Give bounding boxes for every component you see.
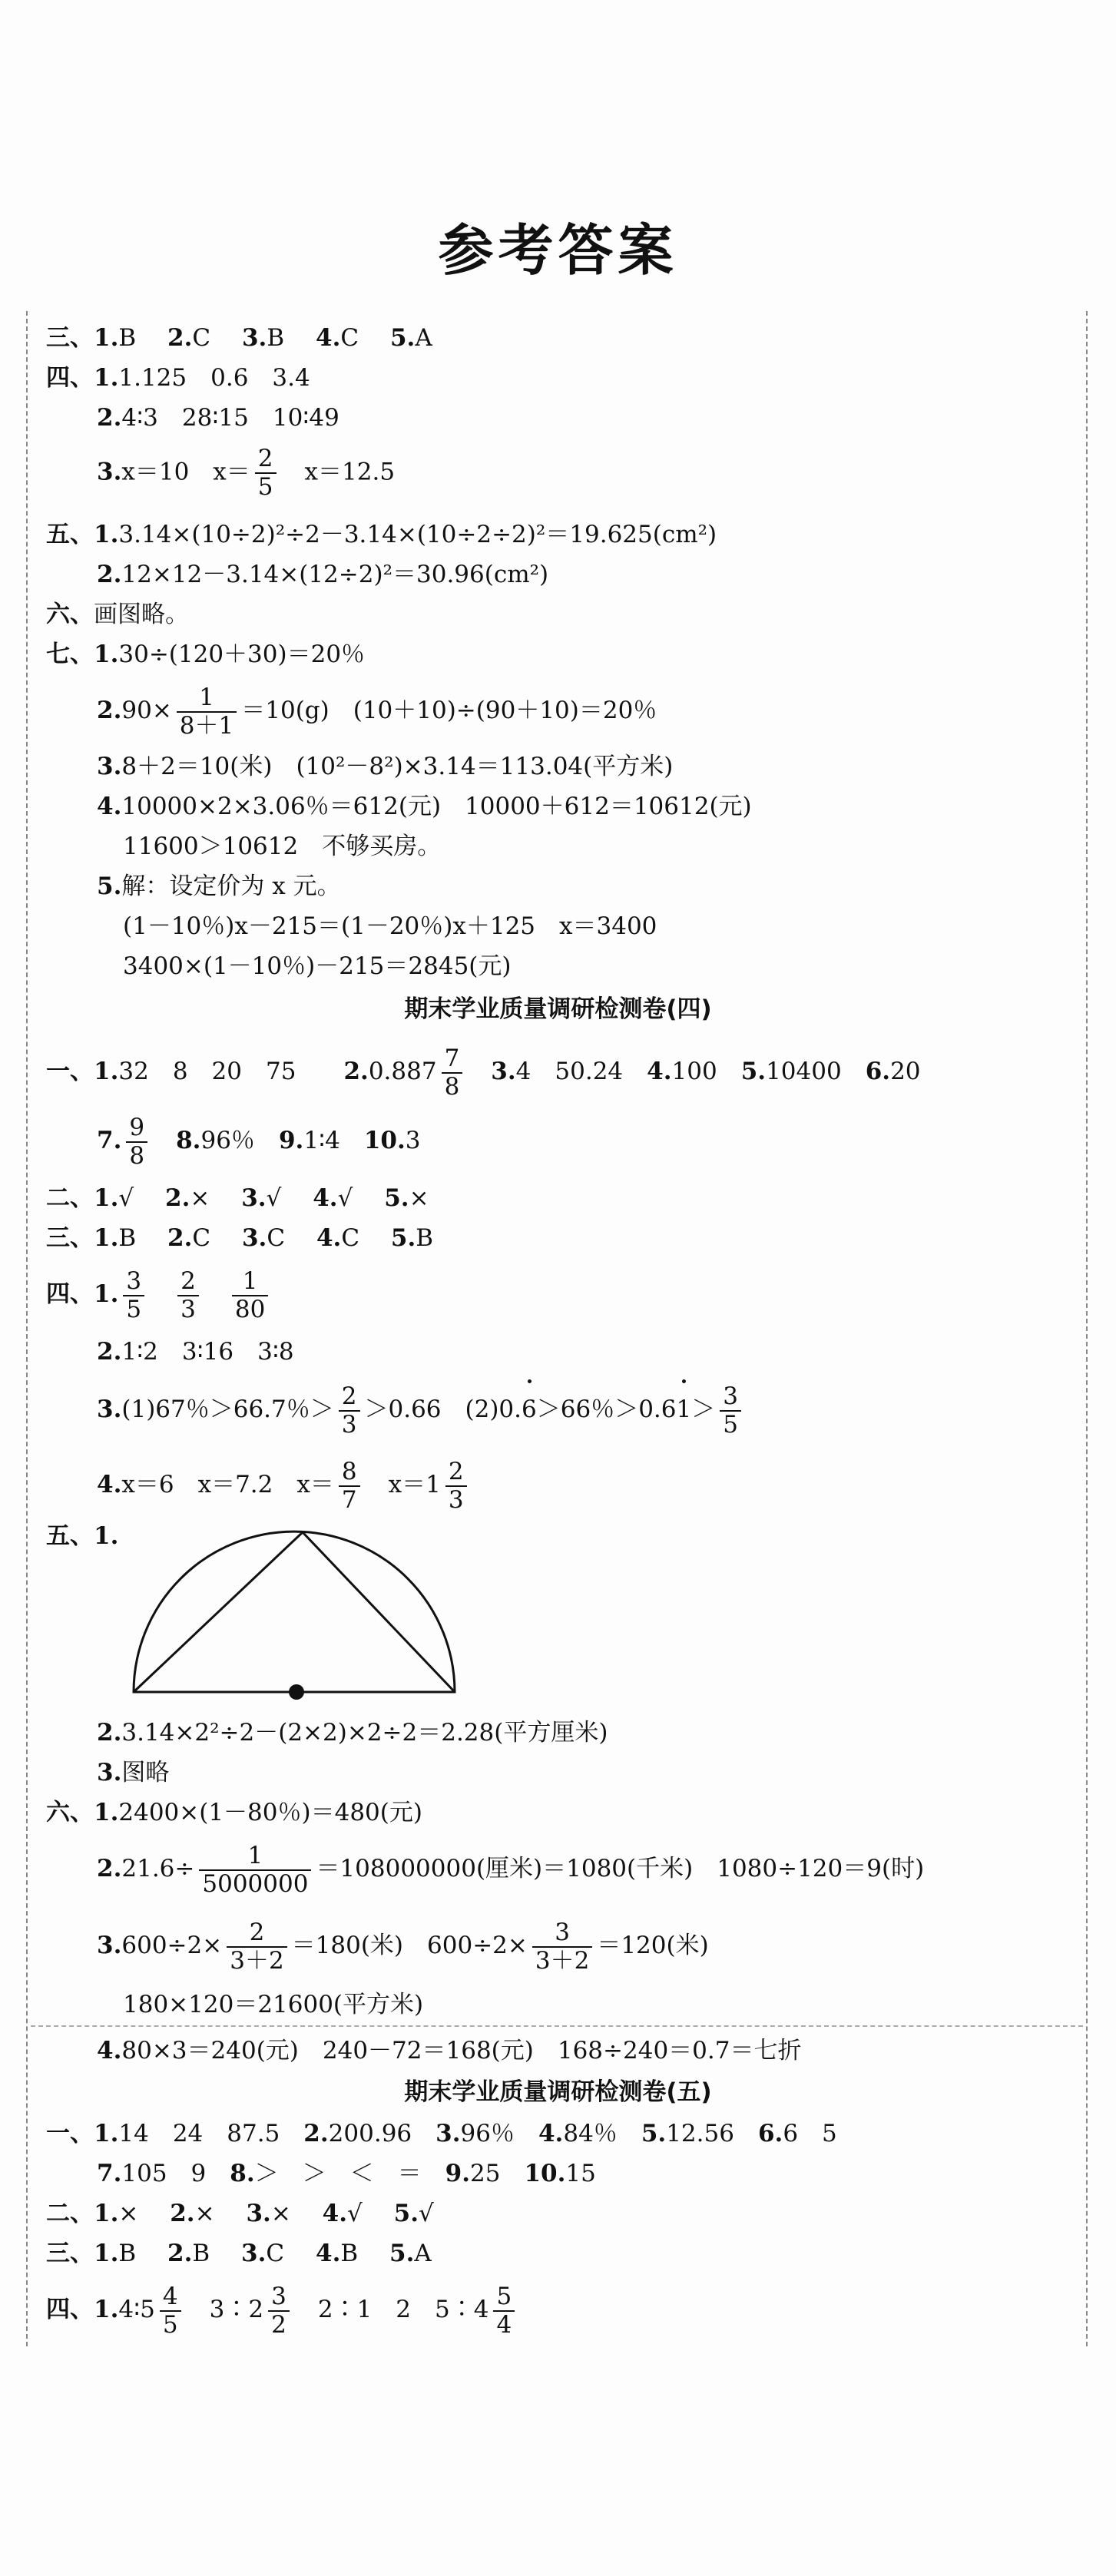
page-title: 参考答案 [438,218,678,283]
fraction: $\frac{2}{3}$ [177,1268,199,1323]
answer-line: 四、1.1.125 0.6 3.4 [46,364,310,392]
answer-line: 4.10000×2×3.06％＝612(元) 10000＋612＝10612(元) [97,793,752,820]
answer-line: 11600＞10612 不够买房。 [123,833,442,860]
center-point [289,1684,304,1700]
fraction: $\frac{2}{5}$ [255,445,277,501]
fraction: $\frac{1}{8+1}$ [177,684,237,740]
answer-line: 7. $\frac{9}{8}$ 8.96％ 9.1∶4 10.3 [97,1113,421,1170]
answer-line: 3.8＋2＝10(米) (10²－8²)×3.14＝113.04(平方米) [97,753,674,780]
answer-line: (1－10％)x－215＝(1－20％)x＋125 x＝3400 [123,912,657,940]
fraction: $\frac{2}{3}$ [339,1383,360,1439]
repeating-digit: 1 [677,1382,692,1436]
answer-line: 180×120＝21600(平方米) [123,1991,424,2018]
answer-line: 三、1.B 2.C 3.C 4.C 5.B [46,1224,434,1252]
semicircle [134,1531,455,1692]
answer-line: 3.x＝10 x＝ $\frac{2}{5}$ x＝12.5 [97,445,396,501]
answer-line: 3400×(1－10％)－215＝2845(元) [123,952,512,980]
fraction: $\frac{9}{8}$ [126,1114,147,1170]
answer-line: 六、1.2400×(1－80％)＝480(元) [46,1799,422,1826]
answer-line: 三、1.B 2.B 3.C 4.B 5.A [46,2240,432,2267]
answer-line: 3.600÷2× $\frac{2}{3+2}$ ＝180(米) 600÷2× $\frac{3}{3+2}$ ＝120(米) [97,1918,709,1975]
right-dashed-margin [1086,311,1088,2346]
answer-line: 4.80×3＝240(元) 240－72＝168(元) 168÷240＝0.7＝七折 [97,2037,802,2064]
answer-line: 二、1.√ 2.× 3.√ 4.√ 5.× [46,1184,429,1212]
answer-line: 七、1.30÷(120＋30)＝20％ [46,641,366,668]
answer-line: 一、1.14 24 87.5 2.200.96 3.96％ 4.84％ 5.12.56 6.6 5 [46,2120,837,2147]
answer-line: 六、画图略。 [46,601,189,628]
answer-line: 5.解：设定价为 x 元。 [97,872,341,900]
fraction: $\frac{1}{80}$ [232,1268,268,1323]
fraction: $\frac{2}{3+2}$ [227,1919,286,1975]
answer-line: 四、1.4∶5 $\frac{4}{5}$ 3∶2 $\frac{3}{2}$ 2∶1 2 5∶4 $\frac{5}{4}$ [46,2283,519,2339]
answer-line: 2.1∶2 3∶16 3∶8 [97,1338,294,1366]
fraction: $\frac{3}{5}$ [720,1383,741,1439]
answer-line: 五、1. [46,1522,119,1550]
semicircle-triangle-figure [129,1525,459,1701]
fraction: $\frac{3}{3+2}$ [532,1919,592,1975]
fraction: $\frac{5}{4}$ [493,2283,515,2339]
fraction: $\frac{7}{8}$ [442,1045,463,1101]
answer-line: 五、1.3.14×(10÷2)²÷2－3.14×(10÷2÷2)²＝19.625(cm²) [46,521,717,548]
answer-line: 7.105 9 8.＞ ＞ ＜ ＝ 9.25 10.15 [97,2160,596,2187]
repeating-digit: 6 [522,1382,537,1436]
answer-line: 2.4∶3 28∶15 10∶49 [97,404,339,432]
answer-line: 一、1.32 8 20 75 2.0.887 $\frac{7}{8}$ 3.4 50.24 4.100 5.10400 6.20 [46,1044,921,1101]
section-heading: 期末学业质量调研检测卷(四) [404,995,712,1023]
fraction: $\frac{3}{2}$ [268,2283,290,2339]
answer-line: 2.90× $\frac{1}{8+1}$ ＝10(g) (10＋10)÷(90＋10)＝20％ [97,683,657,740]
answer-line: 2.12×12－3.14×(12÷2)²＝30.96(cm²) [97,561,549,588]
fraction: $\frac{1}{5000000}$ [199,1843,311,1898]
horizontal-dashed-divider [31,2025,1083,2027]
fraction: $\frac{8}{7}$ [339,1459,360,1514]
answer-line: 四、1. $\frac{3}{5}$ $\frac{2}{3}$ $\frac{1}{80}$ [46,1267,273,1323]
inscribed-triangle [134,1532,455,1692]
section-heading: 期末学业质量调研检测卷(五) [404,2078,712,2106]
fraction: $\frac{4}{5}$ [160,2283,181,2339]
fraction: $\frac{3}{5}$ [123,1268,144,1323]
fraction: $\frac{2}{3}$ [445,1459,467,1514]
answer-line: 4.x＝6 x＝7.2 x＝ $\frac{8}{7}$ x＝1 $\frac{2}{3}$ [97,1458,472,1514]
left-dashed-margin [26,311,28,2346]
answer-line: 三、1.B 2.C 3.B 4.C 5.A [46,324,432,352]
answer-line: 2.3.14×2²÷2－(2×2)×2÷2＝2.28(平方厘米) [97,1719,608,1747]
answer-line: 二、1.× 2.× 3.× 4.√ 5.√ [46,2200,434,2227]
answer-line: 3.(1)67％＞66.7％＞ $\frac{2}{3}$ ＞0.66 (2)0.6＞66％＞0.61＞ $\frac{3}{5}$ [97,1382,746,1439]
answer-line: 2.21.6÷ $\frac{1}{5000000}$ ＝108000000(厘米)＝1080(千米) 1080÷120＝9(时) [97,1841,925,1898]
answer-line: 3.图略 [97,1759,170,1786]
